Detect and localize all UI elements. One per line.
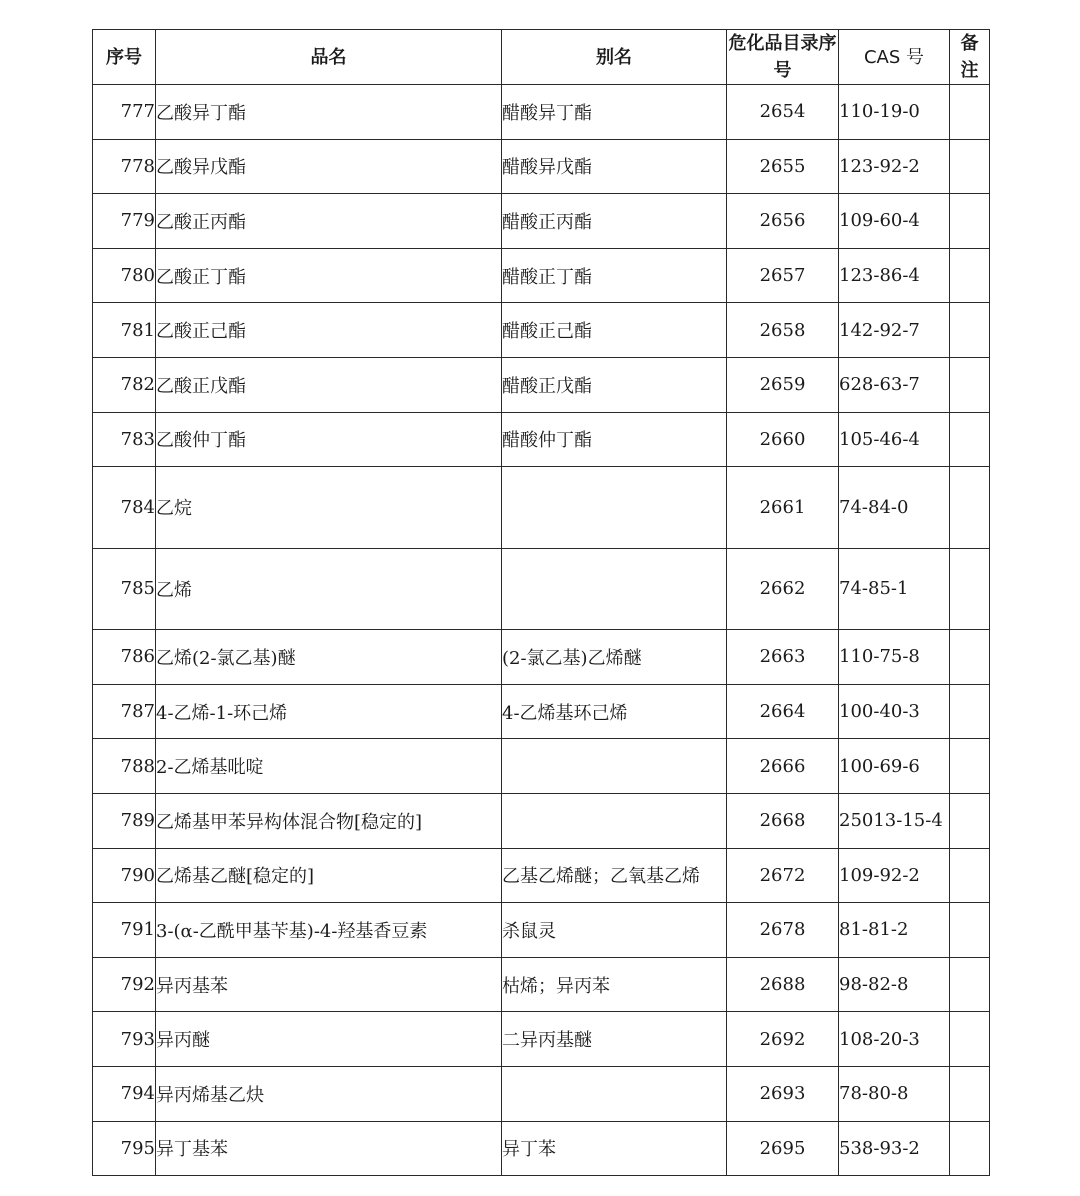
row-note (950, 1012, 990, 1067)
header-row (93, 30, 990, 85)
row-cas-number: 105-46-4 (839, 412, 950, 467)
row-catalog-number: 2659 (727, 357, 839, 412)
row-name: 3-(α-乙酰甲基苄基)-4-羟基香豆素 (156, 903, 502, 958)
row-alias: 4-乙烯基环己烯 (502, 684, 727, 739)
row-cas-number: 123-92-2 (839, 139, 950, 194)
row-name: 异丙基苯 (156, 957, 502, 1012)
row-alias: 醋酸异戊酯 (502, 139, 727, 194)
row-alias (502, 793, 727, 848)
row-note (950, 1121, 990, 1176)
row-cas-number: 538-93-2 (839, 1121, 950, 1176)
table-row (93, 1066, 990, 1121)
row-seq: 779 (93, 194, 156, 249)
row-catalog-number: 2692 (727, 1012, 839, 1067)
row-alias (502, 548, 727, 630)
row-name: 乙烯(2-氯乙基)醚 (156, 630, 502, 685)
row-catalog-number: 2695 (727, 1121, 839, 1176)
row-note (950, 467, 990, 549)
row-catalog-number: 2672 (727, 848, 839, 903)
row-alias: 醋酸正丁酯 (502, 248, 727, 303)
row-name: 乙酸异丁酯 (156, 85, 502, 140)
row-name: 乙烯基乙醚[稳定的] (156, 848, 502, 903)
table-row (93, 467, 990, 549)
row-note (950, 957, 990, 1012)
row-name: 乙烯 (156, 548, 502, 630)
row-seq: 785 (93, 548, 156, 630)
row-note (950, 248, 990, 303)
table-row (93, 85, 990, 140)
row-cas-number: 25013-15-4 (839, 793, 950, 848)
row-cas-number: 81-81-2 (839, 903, 950, 958)
row-note (950, 684, 990, 739)
row-name: 乙烷 (156, 467, 502, 549)
row-catalog-number: 2693 (727, 1066, 839, 1121)
row-seq: 782 (93, 357, 156, 412)
row-catalog-number: 2661 (727, 467, 839, 549)
header-cas-number: CAS 号 (839, 30, 950, 85)
row-cas-number: 110-75-8 (839, 630, 950, 685)
row-name: 2-乙烯基吡啶 (156, 739, 502, 794)
row-seq: 777 (93, 85, 156, 140)
table-row (93, 357, 990, 412)
table-row (93, 957, 990, 1012)
row-cas-number: 74-85-1 (839, 548, 950, 630)
row-cas-number: 142-92-7 (839, 303, 950, 358)
row-seq: 792 (93, 957, 156, 1012)
row-name: 乙烯基甲苯异构体混合物[稳定的] (156, 793, 502, 848)
table-row (93, 303, 990, 358)
row-alias: (2-氯乙基)乙烯醚 (502, 630, 727, 685)
row-note (950, 793, 990, 848)
row-catalog-number: 2654 (727, 85, 839, 140)
header-alias: 别名 (502, 30, 727, 85)
row-catalog-number: 2668 (727, 793, 839, 848)
row-name: 异丁基苯 (156, 1121, 502, 1176)
row-note (950, 139, 990, 194)
row-name: 异丙烯基乙炔 (156, 1066, 502, 1121)
row-seq: 791 (93, 903, 156, 958)
row-alias: 醋酸正丙酯 (502, 194, 727, 249)
row-seq: 781 (93, 303, 156, 358)
row-name: 乙酸正丙酯 (156, 194, 502, 249)
table-row (93, 903, 990, 958)
row-alias: 异丁苯 (502, 1121, 727, 1176)
row-catalog-number: 2666 (727, 739, 839, 794)
row-cas-number: 110-19-0 (839, 85, 950, 140)
row-cas-number: 108-20-3 (839, 1012, 950, 1067)
row-alias (502, 1066, 727, 1121)
row-seq: 783 (93, 412, 156, 467)
row-alias (502, 739, 727, 794)
row-seq: 789 (93, 793, 156, 848)
row-name: 异丙醚 (156, 1012, 502, 1067)
row-name: 4-乙烯-1-环己烯 (156, 684, 502, 739)
row-note (950, 303, 990, 358)
row-seq: 787 (93, 684, 156, 739)
row-cas-number: 109-60-4 (839, 194, 950, 249)
table-row (93, 684, 990, 739)
row-seq: 790 (93, 848, 156, 903)
row-note (950, 903, 990, 958)
row-cas-number: 100-69-6 (839, 739, 950, 794)
row-seq: 794 (93, 1066, 156, 1121)
row-seq: 788 (93, 739, 156, 794)
row-cas-number: 123-86-4 (839, 248, 950, 303)
row-catalog-number: 2656 (727, 194, 839, 249)
row-alias: 醋酸异丁酯 (502, 85, 727, 140)
row-alias: 醋酸仲丁酯 (502, 412, 727, 467)
header-note: 备注 (950, 30, 990, 85)
row-name: 乙酸正丁酯 (156, 248, 502, 303)
row-note (950, 194, 990, 249)
row-name: 乙酸正己酯 (156, 303, 502, 358)
row-alias: 醋酸正戊酯 (502, 357, 727, 412)
row-catalog-number: 2658 (727, 303, 839, 358)
row-note (950, 412, 990, 467)
row-catalog-number: 2678 (727, 903, 839, 958)
hazardous-chemicals-table (92, 29, 990, 1176)
row-seq: 795 (93, 1121, 156, 1176)
row-note (950, 739, 990, 794)
table-row (93, 630, 990, 685)
table-row (93, 412, 990, 467)
row-note (950, 630, 990, 685)
table-row (93, 848, 990, 903)
row-name: 乙酸仲丁酯 (156, 412, 502, 467)
row-catalog-number: 2657 (727, 248, 839, 303)
header-name: 品名 (156, 30, 502, 85)
header-catalog-number: 危化品目录序号 (727, 30, 839, 85)
table-row (93, 1012, 990, 1067)
row-seq: 784 (93, 467, 156, 549)
table-row (93, 1121, 990, 1176)
row-alias: 二异丙基醚 (502, 1012, 727, 1067)
row-alias: 杀鼠灵 (502, 903, 727, 958)
row-note (950, 357, 990, 412)
row-catalog-number: 2662 (727, 548, 839, 630)
row-seq: 780 (93, 248, 156, 303)
row-cas-number: 74-84-0 (839, 467, 950, 549)
row-name: 乙酸正戊酯 (156, 357, 502, 412)
row-cas-number: 98-82-8 (839, 957, 950, 1012)
row-cas-number: 100-40-3 (839, 684, 950, 739)
table-row (93, 248, 990, 303)
table-row (93, 739, 990, 794)
row-note (950, 85, 990, 140)
table-row (93, 194, 990, 249)
row-catalog-number: 2655 (727, 139, 839, 194)
table-row (93, 548, 990, 630)
row-catalog-number: 2660 (727, 412, 839, 467)
row-cas-number: 109-92-2 (839, 848, 950, 903)
row-note (950, 548, 990, 630)
row-alias: 醋酸正己酯 (502, 303, 727, 358)
row-alias: 枯烯；异丙苯 (502, 957, 727, 1012)
row-catalog-number: 2688 (727, 957, 839, 1012)
row-catalog-number: 2664 (727, 684, 839, 739)
row-cas-number: 78-80-8 (839, 1066, 950, 1121)
row-seq: 793 (93, 1012, 156, 1067)
table-row (93, 793, 990, 848)
row-note (950, 1066, 990, 1121)
row-cas-number: 628-63-7 (839, 357, 950, 412)
row-note (950, 848, 990, 903)
row-alias: 乙基乙烯醚；乙氧基乙烯 (502, 848, 727, 903)
row-alias (502, 467, 727, 549)
row-seq: 786 (93, 630, 156, 685)
row-name: 乙酸异戊酯 (156, 139, 502, 194)
row-seq: 778 (93, 139, 156, 194)
header-seq: 序号 (93, 30, 156, 85)
row-catalog-number: 2663 (727, 630, 839, 685)
table-row (93, 139, 990, 194)
